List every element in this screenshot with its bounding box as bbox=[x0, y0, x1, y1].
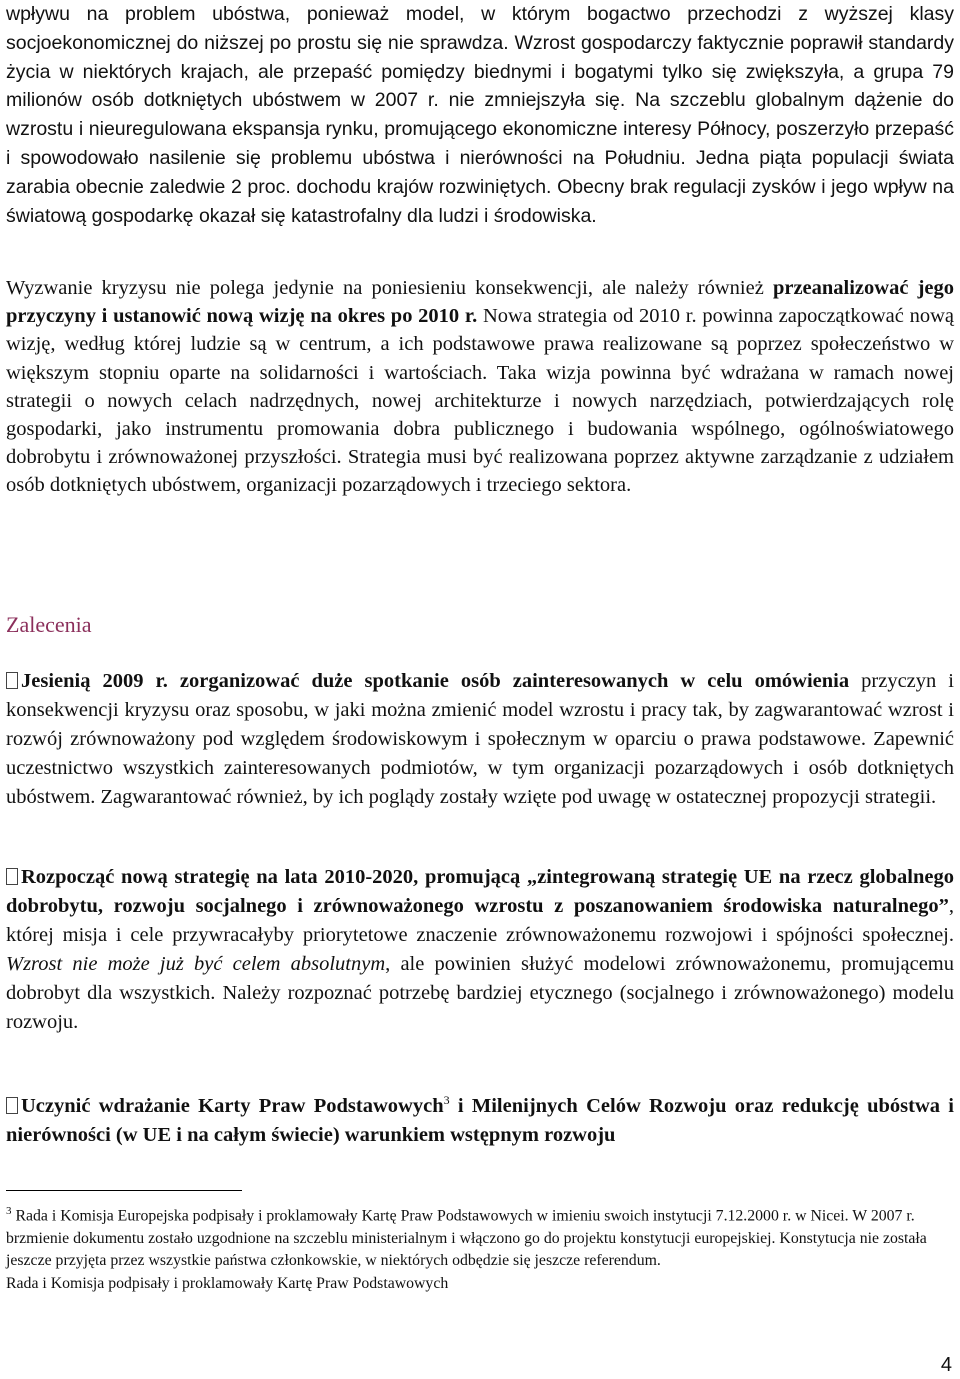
recommendation-body-text: , ale powinien służyć modelowi zrównoważonemu, promującemu dobrobyt dla wszystkich. Należy rozpoznać potrzebę bardziej etycznego (socjalnego i zrównoważonego) modelu rozwoju. bbox=[6, 953, 954, 1033]
recommendation-text bbox=[6, 863, 954, 1037]
recommendation-body-text: , której misja i cele przywracałyby priorytetowe znaczenie zrównoważonemu rozwojowi i spójności społecznej. bbox=[6, 895, 954, 946]
footnote-divider bbox=[6, 1190, 242, 1191]
paragraph-crisis-vision bbox=[6, 274, 954, 500]
paragraph-text bbox=[6, 274, 954, 500]
recommendation-item bbox=[6, 1086, 954, 1150]
footnote-text-part: Rada i Komisja Europejska podpisały i proklamowały Kartę Praw Podstawowych w imieniu swoich instytucji 7.12.2000 r. w Nicei. W 2007 r. brzmienie dokumentu zostało uzgodnione na szczeblu ministerialnym i włączono go do projektu konstytucji europejskiej. Konstytucja nie została jeszcze przyjęta przez wszystkie państwa członkowskie, w niektórych odbędzie się jeszcze referendum. bbox=[6, 1207, 927, 1270]
recommendation-body-text: przyczyn i konsekwencji kryzysu oraz sposobu, w jaki można zmienić model wzrostu i pracy tak, by zagwarantować wzrost i rozwój zrównoważony pod względem środowiskowym i społecznym w oparciu o prawa podstawowe. Zapewnić uczestnictwo wszystkich zainteresowanych podmiotów, w tym organizacji pozarządowych i osób dotkniętych ubóstwem. Zagwarantować również, by ich poglądy zostały wzięte pod uwagę w ostatecznej propozycji strategii. bbox=[6, 670, 954, 808]
recommendation-text bbox=[6, 667, 954, 812]
recommendation-bold-text: Uczynić wdrażanie Karty Praw Podstawowych bbox=[21, 1094, 444, 1117]
page-number: 4 bbox=[940, 1354, 952, 1376]
footnote-number: 3 bbox=[6, 1205, 12, 1217]
paragraph-text-part: wpływu na problem ubóstwa, ponieważ model, w którym bogactwo przechodzi z wyższej klasy socjoekonomicznej do niższej po prostu się nie sprawdza. Wzrost gospodarczy faktycznie poprawił standardy życia w niektórych krajach, ale przepaść pomiędzy biednymi i bogatymi tylko się zwiększyła, a grupa 79 milionów osób dotkniętych ubóstwem w 2007 r. nie zmniejszyła się. bbox=[6, 3, 954, 112]
paragraph-bold-text: przeanalizować jego przyczyny i ustanowić nową wizję na okres po 2010 r. bbox=[6, 277, 954, 328]
recommendation-bold-text: i Milenijnych Celów Rozwoju oraz redukcję ubóstwa i nierówności (w UE i na całym świecie) warunkiem wstępnym rozwoju bbox=[6, 1094, 955, 1146]
bullet-box-icon bbox=[6, 1097, 18, 1114]
paragraph-text bbox=[6, 0, 954, 230]
recommendation-italic-text: Wzrost nie może już być celem absolutnym bbox=[6, 953, 386, 975]
recommendation-text bbox=[6, 1086, 954, 1150]
recommendation-bold-text: Rozpocząć nową strategię na lata 2010-2020, promującą „zintegrowaną strategię UE na rzecz globalnego dobrobytu, rozwoju socjalnego i zrównoważonego wzrostu z poszanowaniem środowiska naturalnego” bbox=[6, 866, 954, 917]
section-heading: Zalecenia bbox=[6, 612, 92, 637]
paragraph-text-part: Na szczeblu globalnym dążenie do wzrostu i nieuregulowana ekspansja rynku, promującego ekonomiczne interesy Północy, poszerzyło przepaść i spowodowało nasilenie się problemu ubóstwa i nierówności na Południu. Jedna piąta populacji świata zarabia obecnie zaledwie 2 proc. dochodu krajów rozwiniętych. Obecny brak regulacji zysków i jego wpływ na światową gospodarkę okazał się katastrofalny dla ludzi i środowiska. bbox=[6, 89, 955, 227]
footnote-reference[interactable]: 3 bbox=[443, 1093, 450, 1107]
paragraph-text-part: Wyzwanie kryzysu nie polega jedynie na poniesieniu konsekwencji, ale należy również bbox=[6, 277, 773, 299]
paragraph-growth-poverty bbox=[6, 0, 954, 230]
footnote-text bbox=[6, 1200, 954, 1273]
bullet-box-icon bbox=[6, 868, 18, 885]
bullet-box-icon bbox=[6, 672, 18, 689]
footnote bbox=[6, 1200, 954, 1295]
recommendation-item bbox=[6, 863, 954, 1037]
recommendation-item bbox=[6, 667, 954, 812]
recommendation-bold-text: Jesienią 2009 r. zorganizować duże spotkanie osób zainteresowanych w celu omówienia bbox=[21, 670, 850, 692]
footnote-text-part: Rada i Komisja podpisały i proklamowały Kartę Praw Podstawowych bbox=[6, 1274, 449, 1292]
paragraph-text-part: Nowa strategia od 2010 r. powinna zapoczątkować nową wizję, według której ludzie są w centrum, a ich podstawowe prawa realizowane są poprzez społeczeństwo w większym stopniu oparte na solidarności i wartościach. Taka wizja powinna być wdrażana w ramach nowej strategii o nowych celach nadrzędnych, nowej architekturze i nowych narzędziach, potwierdzających rolę gospodarki, jako instrumentu promowania dobra publicznego i budowania wspólnego, ogólnoświatowego dobrobytu i zrównoważonej przyszłości. Strategia musi być realizowana poprzez aktywne zarządzanie z udziałem osób dotkniętych ubóstwem, organizacji pozarządowych i trzeciego sektora. bbox=[6, 305, 954, 497]
